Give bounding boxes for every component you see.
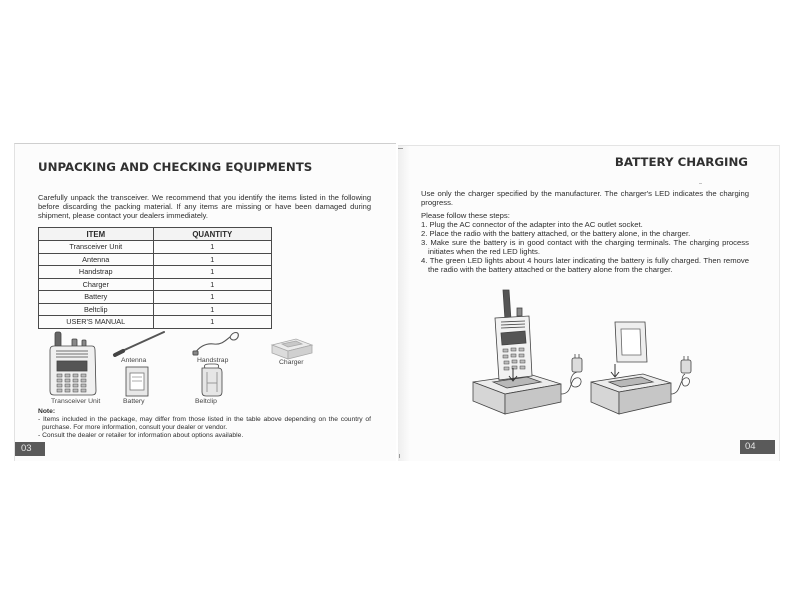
table-row — [39, 241, 272, 254]
battery-illustration — [121, 366, 153, 397]
item-cell: Transceiver Unit — [39, 241, 154, 254]
page-number: 03 — [15, 442, 45, 456]
intro-paragraph: Use only the charger specified by the manufacturer. The charger's LED indicates the charging progress. — [421, 189, 749, 207]
figure-label-beltclip: Beltclip — [195, 398, 217, 405]
step-item: 3. Make sure the battery is in good contact with the charging terminals. The charging process initiates when the red LED lights. — [421, 238, 749, 256]
table-row — [39, 291, 272, 304]
table-header-row — [39, 228, 272, 241]
step-item: 1. Plug the AC connector of the adapter into the AC outlet socket. — [421, 220, 643, 229]
quantity-cell: 1 — [153, 278, 271, 291]
beltclip-illustration — [195, 363, 227, 398]
page-title: BATTERY CHARGING — [614, 155, 748, 169]
item-cell: Antenna — [39, 253, 154, 266]
table-row — [39, 278, 272, 291]
quantity-cell: 1 — [153, 316, 271, 329]
scan-mark — [399, 454, 400, 458]
item-cell: Handstrap — [39, 266, 154, 279]
quantity-cell: 1 — [153, 291, 271, 304]
quantity-cell: 1 — [153, 303, 271, 316]
figure-label-charger: Charger — [279, 359, 304, 366]
note-heading: Note: — [38, 408, 56, 415]
page-number: 04 — [740, 440, 775, 454]
figure-label-handstrap: Handstrap — [197, 357, 229, 364]
note-item: - Items included in the package, may differ from those listed in the table above depending on the country of purchase. For more information, consult your dealer or vendor. — [38, 416, 371, 431]
figure-label-transceiver-unit: Transceiver Unit — [51, 398, 101, 405]
table-row — [39, 266, 272, 279]
step-item: 4. The green LED lights about 4 hours later indicating the battery is fully charged. Then remove the radio with the battery attached or the battery alone from the charger. — [421, 256, 749, 274]
column-header-quantity: QUANTITY — [153, 228, 271, 241]
figure-label-antenna: Antenna — [121, 357, 147, 364]
items-table — [38, 227, 272, 329]
steps-heading: Please follow these steps: — [421, 211, 510, 220]
transceiver-unit-illustration — [42, 331, 104, 397]
handstrap-illustration — [192, 330, 242, 356]
steps-list — [421, 220, 749, 274]
quantity-cell: 1 — [153, 241, 271, 254]
scan-mark — [398, 148, 403, 149]
quantity-cell: 1 — [153, 253, 271, 266]
item-cell: Charger — [39, 278, 154, 291]
charger-illustration — [268, 333, 316, 361]
intro-paragraph: Carefully unpack the transceiver. We recommend that you identify the items listed in the following before discarding the packing material. If any items are missing or have been damaged during shipment, please contact your dealers immediately. — [38, 193, 371, 220]
scan-mark — [699, 183, 702, 184]
battery-in-charger-illustration — [585, 318, 695, 418]
item-cell: Beltclip — [39, 303, 154, 316]
item-cell: USER'S MANUAL — [39, 316, 154, 329]
page-title: UNPACKING AND CHECKING EQUIPMENTS — [38, 160, 313, 174]
column-header-item: ITEM — [39, 228, 154, 241]
step-item: 2. Place the radio with the battery attached, or the battery alone, in the charger. — [421, 229, 691, 238]
table-row — [39, 253, 272, 266]
table-row — [39, 303, 272, 316]
notes — [38, 416, 371, 440]
item-cell: Battery — [39, 291, 154, 304]
quantity-cell: 1 — [153, 266, 271, 279]
figure-label-battery: Battery — [123, 398, 145, 405]
radio-in-charger-illustration — [465, 288, 590, 420]
antenna-illustration — [112, 330, 168, 357]
note-item: - Consult the dealer or retailer for information about options available. — [38, 432, 244, 439]
table-row — [39, 316, 272, 329]
